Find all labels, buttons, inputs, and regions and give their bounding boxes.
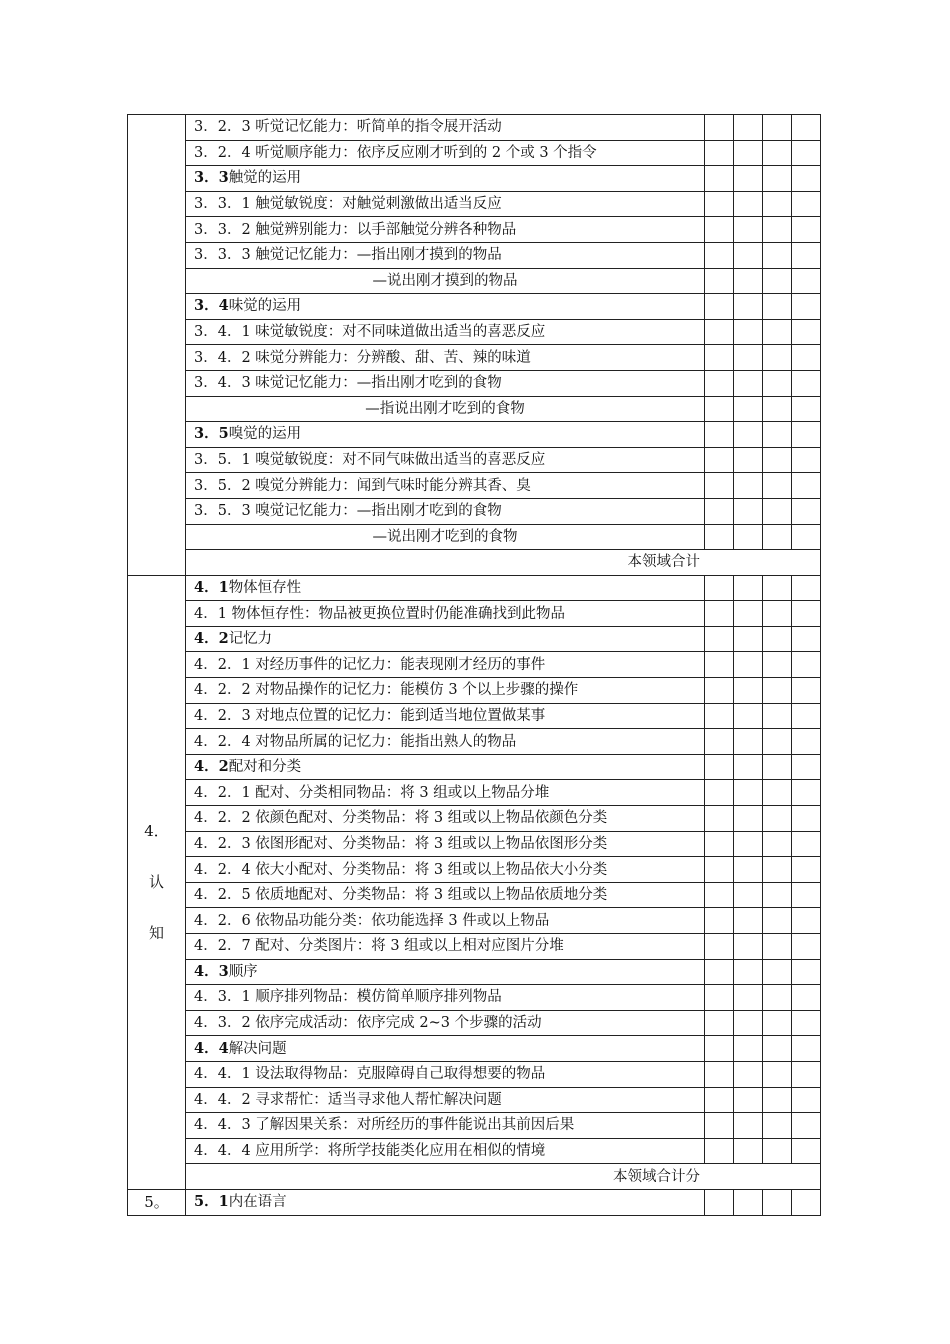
score-cell[interactable] [734,1036,763,1062]
table-row [128,1087,821,1113]
score-cell[interactable] [763,1010,792,1036]
score-cell[interactable] [705,575,734,601]
section-title: 触觉的运用 [228,170,302,187]
section-heading-cell [186,575,705,601]
score-cell[interactable] [734,1113,763,1139]
score-cell[interactable] [734,780,763,806]
score-cell[interactable] [734,166,763,192]
section-number: 3．3 [194,169,229,187]
score-cell[interactable] [792,319,821,345]
score-cell[interactable] [763,985,792,1011]
score-cell[interactable] [705,1138,734,1164]
score-cell[interactable] [763,882,792,908]
score-cell[interactable] [705,166,734,192]
score-cell[interactable] [705,1087,734,1113]
item-text-cell: 4．2．3 依图形配对、分类物品：将 3 组或以上物品依图形分类 [186,831,705,857]
score-cell[interactable] [734,934,763,960]
table-row [128,857,821,883]
score-cell[interactable] [734,268,763,294]
section-number: 4．4 [194,1039,229,1057]
section-number: 3．4 [194,297,229,315]
domain-total-row [128,550,821,576]
score-cell[interactable] [705,498,734,524]
score-cell[interactable] [792,447,821,473]
score-cell[interactable] [734,345,763,371]
score-cell[interactable] [763,703,792,729]
table-row [128,1113,821,1139]
score-cell[interactable] [763,1036,792,1062]
section-heading-cell [186,1189,705,1215]
score-cell[interactable] [734,473,763,499]
score-cell[interactable] [763,1138,792,1164]
section-heading-cell [186,754,705,780]
score-cell[interactable] [792,1010,821,1036]
score-cell[interactable] [734,831,763,857]
score-cell[interactable] [792,1189,821,1215]
score-cell[interactable] [734,754,763,780]
score-cell[interactable] [734,1061,763,1087]
item-text-cell: 4．2．2 对物品操作的记忆力：能模仿 3 个以上步骤的操作 [186,678,705,704]
score-cell[interactable] [792,1061,821,1087]
score-cell[interactable] [705,1010,734,1036]
table-row [128,115,821,141]
score-cell[interactable] [734,498,763,524]
score-cell[interactable] [734,140,763,166]
table-row [128,447,821,473]
domain-label-cell [128,115,186,576]
table-row [128,806,821,832]
item-text-cell: 4．3．1 顺序排列物品：模仿简单顺序排列物品 [186,985,705,1011]
table-row [128,626,821,652]
item-text-cell: 4．4．1 设法取得物品：克服障碍自己取得想要的物品 [186,1061,705,1087]
table-row [128,1138,821,1164]
score-cell[interactable] [792,857,821,883]
score-cell[interactable] [705,857,734,883]
score-cell[interactable] [763,831,792,857]
domain-total-label: 本领域合计分 [186,1164,821,1190]
score-cell[interactable] [792,396,821,422]
score-cell[interactable] [705,294,734,320]
score-cell[interactable] [705,1189,734,1215]
score-cell[interactable] [705,242,734,268]
score-cell[interactable] [705,473,734,499]
score-cell[interactable] [763,806,792,832]
table-row [128,191,821,217]
assessment-table [127,114,821,1216]
item-text-cell: 4．4．4 应用所学：将所学技能类化应用在相似的情境 [186,1138,705,1164]
table-row [128,166,821,192]
score-cell[interactable] [734,601,763,627]
score-cell[interactable] [705,678,734,704]
table-row [128,780,821,806]
table-row [128,217,821,243]
table-row [128,1189,821,1215]
item-text-cell: 3．3．2 触觉辨别能力：以手部触觉分辨各种物品 [186,217,705,243]
section-heading-cell [186,626,705,652]
domain-total-label: 本领域合计 [186,550,821,576]
table-row [128,473,821,499]
score-cell[interactable] [734,191,763,217]
section-heading-cell [186,294,705,320]
score-cell[interactable] [705,780,734,806]
item-text-cell: 4．2．5 依质地配对、分类物品：将 3 组或以上物品依质地分类 [186,882,705,908]
score-cell[interactable] [792,1036,821,1062]
item-text-cell: 4．2．4 对物品所属的记忆力：能指出熟人的物品 [186,729,705,755]
score-cell[interactable] [792,703,821,729]
score-cell[interactable] [705,447,734,473]
score-cell[interactable] [705,703,734,729]
table-row [128,678,821,704]
item-text-cell: 3．4．3 味觉记忆能力：—指出刚才吃到的食物 [186,370,705,396]
score-cell[interactable] [763,754,792,780]
item-text-cell: 3．5．1 嗅觉敏锐度：对不同气味做出适当的喜恶反应 [186,447,705,473]
section-title: 解决问题 [228,1040,287,1057]
score-cell[interactable] [705,345,734,371]
score-cell[interactable] [792,473,821,499]
score-cell[interactable] [763,780,792,806]
score-cell[interactable] [734,1189,763,1215]
score-cell[interactable] [734,294,763,320]
score-cell[interactable] [763,370,792,396]
table-row [128,652,821,678]
score-cell[interactable] [763,1189,792,1215]
score-cell[interactable] [705,217,734,243]
score-cell[interactable] [734,729,763,755]
section-number: 4．3 [194,962,229,980]
score-cell[interactable] [734,959,763,985]
score-cell[interactable] [763,166,792,192]
score-cell[interactable] [792,575,821,601]
section-title: 嗅觉的运用 [228,426,302,443]
score-cell[interactable] [763,217,792,243]
score-cell[interactable] [763,1087,792,1113]
domain-label-char: 5。 [144,1192,169,1211]
score-cell[interactable] [763,934,792,960]
score-cell[interactable] [734,882,763,908]
score-cell[interactable] [734,626,763,652]
item-text-cell: —说出刚才吃到的食物 [186,524,705,550]
score-cell[interactable] [734,857,763,883]
item-text-cell: 4．2．1 配对、分类相同物品：将 3 组或以上物品分堆 [186,780,705,806]
item-text-cell: 4．2．3 对地点位置的记忆力：能到适当地位置做某事 [186,703,705,729]
score-cell[interactable] [734,678,763,704]
table-row [128,268,821,294]
score-cell[interactable] [763,319,792,345]
score-cell[interactable] [734,1138,763,1164]
score-cell[interactable] [763,422,792,448]
score-cell[interactable] [734,242,763,268]
score-cell[interactable] [763,473,792,499]
score-cell[interactable] [705,806,734,832]
section-heading-cell [186,422,705,448]
score-cell[interactable] [763,729,792,755]
score-cell[interactable] [792,524,821,550]
table-row [128,831,821,857]
item-text-cell: 4．4．2 寻求帮忙：适当寻求他人帮忙解决问题 [186,1087,705,1113]
item-text-cell: 3．2．3 听觉记忆能力：听简单的指令展开活动 [186,115,705,141]
score-cell[interactable] [705,934,734,960]
item-text-cell: 3．4．2 味觉分辨能力：分辨酸、甜、苦、辣的味道 [186,345,705,371]
table-row [128,985,821,1011]
score-cell[interactable] [705,1113,734,1139]
table-row [128,294,821,320]
score-cell[interactable] [705,268,734,294]
table-row [128,908,821,934]
section-number: 4．2 [194,630,229,648]
table-row [128,959,821,985]
score-cell[interactable] [792,268,821,294]
score-cell[interactable] [734,575,763,601]
score-cell[interactable] [705,652,734,678]
table-row [128,703,821,729]
score-cell[interactable] [705,626,734,652]
score-cell[interactable] [763,1113,792,1139]
score-cell[interactable] [792,217,821,243]
score-cell[interactable] [763,268,792,294]
score-cell[interactable] [734,524,763,550]
table-row [128,370,821,396]
score-cell[interactable] [705,1061,734,1087]
item-text-cell: 4．1 物体恒存性：物品被更换位置时仍能准确找到此物品 [186,601,705,627]
score-cell[interactable] [763,857,792,883]
score-cell[interactable] [705,422,734,448]
score-cell[interactable] [734,1087,763,1113]
score-cell[interactable] [792,678,821,704]
score-cell[interactable] [792,1113,821,1139]
item-text-cell: 3．5．3 嗅觉记忆能力：—指出刚才吃到的食物 [186,498,705,524]
score-cell[interactable] [792,754,821,780]
score-cell[interactable] [763,908,792,934]
table-row [128,1010,821,1036]
score-cell[interactable] [792,601,821,627]
score-cell[interactable] [734,422,763,448]
section-title: 内在语言 [228,1194,287,1211]
table-row [128,729,821,755]
score-cell[interactable] [792,498,821,524]
score-cell[interactable] [705,908,734,934]
score-cell[interactable] [734,652,763,678]
score-cell[interactable] [763,242,792,268]
item-text-cell: 4．2．2 依颜色配对、分类物品：将 3 组或以上物品依颜色分类 [186,806,705,832]
score-cell[interactable] [763,575,792,601]
section-number: 3．5 [194,425,229,443]
table-row [128,1036,821,1062]
score-cell[interactable] [792,345,821,371]
score-cell[interactable] [734,703,763,729]
score-cell[interactable] [763,396,792,422]
score-cell[interactable] [792,166,821,192]
score-cell[interactable] [763,652,792,678]
score-cell[interactable] [705,319,734,345]
table-row [128,396,821,422]
score-cell[interactable] [734,806,763,832]
item-text-cell: 4．2．1 对经历事件的记忆力：能表现刚才经历的事件 [186,652,705,678]
table-row [128,524,821,550]
section-heading-cell [186,166,705,192]
item-text-cell: 3．3．3 触觉记忆能力：—指出刚才摸到的物品 [186,242,705,268]
item-text-cell: 3．5．2 嗅觉分辨能力：闻到气味时能分辨其香、臭 [186,473,705,499]
section-title: 顺序 [228,963,258,980]
score-cell[interactable] [792,191,821,217]
score-cell[interactable] [734,447,763,473]
table-row [128,754,821,780]
score-cell[interactable] [792,959,821,985]
score-cell[interactable] [734,396,763,422]
section-heading-cell [186,1036,705,1062]
score-cell[interactable] [734,370,763,396]
section-title: 配对和分类 [228,759,302,776]
domain-label-char: 4． [144,821,169,840]
table-row [128,601,821,627]
score-cell[interactable] [763,345,792,371]
domain-label-cell [128,1189,186,1215]
section-title: 味觉的运用 [228,298,302,315]
score-cell[interactable] [763,601,792,627]
score-cell[interactable] [763,678,792,704]
item-text-cell: 4．3．2 依序完成活动：依序完成 2~3 个步骤的活动 [186,1010,705,1036]
table-row [128,1061,821,1087]
score-cell[interactable] [792,294,821,320]
score-cell[interactable] [763,115,792,141]
assessment-table-body [128,115,821,1216]
item-text-cell: —指说出刚才吃到的食物 [186,396,705,422]
item-text-cell: 4．2．4 依大小配对、分类物品：将 3 组或以上物品依大小分类 [186,857,705,883]
table-row [128,498,821,524]
item-text-cell: 3．2．4 听觉顺序能力：依序反应刚才听到的 2 个或 3 个指令 [186,140,705,166]
score-cell[interactable] [705,831,734,857]
score-cell[interactable] [792,626,821,652]
score-cell[interactable] [792,140,821,166]
score-cell[interactable] [792,242,821,268]
score-cell[interactable] [734,1010,763,1036]
score-cell[interactable] [705,729,734,755]
score-cell[interactable] [763,626,792,652]
score-cell[interactable] [705,524,734,550]
score-cell[interactable] [792,985,821,1011]
score-cell[interactable] [705,601,734,627]
domain-label-char: 认 [148,872,164,891]
score-cell[interactable] [734,217,763,243]
score-cell[interactable] [792,908,821,934]
score-cell[interactable] [792,652,821,678]
score-cell[interactable] [792,422,821,448]
section-heading-cell [186,959,705,985]
score-cell[interactable] [763,447,792,473]
score-cell[interactable] [763,524,792,550]
section-title: 记忆力 [228,631,273,648]
score-cell[interactable] [705,985,734,1011]
score-cell[interactable] [734,985,763,1011]
score-cell[interactable] [705,191,734,217]
table-row [128,242,821,268]
item-text-cell: 4．2．7 配对、分类图片：将 3 组或以上相对应图片分堆 [186,934,705,960]
score-cell[interactable] [734,908,763,934]
score-cell[interactable] [734,115,763,141]
score-cell[interactable] [792,115,821,141]
score-cell[interactable] [792,1087,821,1113]
domain-label-cell [128,575,186,1189]
table-row [128,575,821,601]
score-cell[interactable] [705,140,734,166]
score-cell[interactable] [763,498,792,524]
table-row [128,422,821,448]
score-cell[interactable] [763,140,792,166]
table-row [128,882,821,908]
score-cell[interactable] [792,1138,821,1164]
item-text-cell: 3．4．1 味觉敏锐度：对不同味道做出适当的喜恶反应 [186,319,705,345]
score-cell[interactable] [705,396,734,422]
section-number: 4．1 [194,578,229,596]
score-cell[interactable] [792,370,821,396]
section-title: 物体恒存性 [228,579,302,596]
score-cell[interactable] [705,754,734,780]
item-text-cell: 3．3．1 触觉敏锐度：对触觉刺激做出适当反应 [186,191,705,217]
table-row [128,345,821,371]
score-cell[interactable] [705,1036,734,1062]
domain-label-char: 知 [148,923,164,942]
score-cell[interactable] [763,191,792,217]
score-cell[interactable] [705,959,734,985]
score-cell[interactable] [792,934,821,960]
score-cell[interactable] [705,115,734,141]
score-cell[interactable] [763,1061,792,1087]
domain-total-row [128,1164,821,1190]
item-text-cell: 4．4．3 了解因果关系：对所经历的事件能说出其前因后果 [186,1113,705,1139]
section-number: 5．1 [194,1193,229,1211]
item-text-cell: 4．2．6 依物品功能分类：依功能选择 3 件或以上物品 [186,908,705,934]
score-cell[interactable] [705,370,734,396]
table-row [128,319,821,345]
table-row [128,934,821,960]
score-cell[interactable] [763,294,792,320]
score-cell[interactable] [792,729,821,755]
score-cell[interactable] [734,319,763,345]
table-row [128,140,821,166]
item-text-cell: —说出刚才摸到的物品 [186,268,705,294]
score-cell[interactable] [763,959,792,985]
score-cell[interactable] [792,882,821,908]
section-number: 4．2 [194,758,229,776]
score-cell[interactable] [792,780,821,806]
score-cell[interactable] [792,831,821,857]
score-cell[interactable] [792,806,821,832]
score-cell[interactable] [705,882,734,908]
